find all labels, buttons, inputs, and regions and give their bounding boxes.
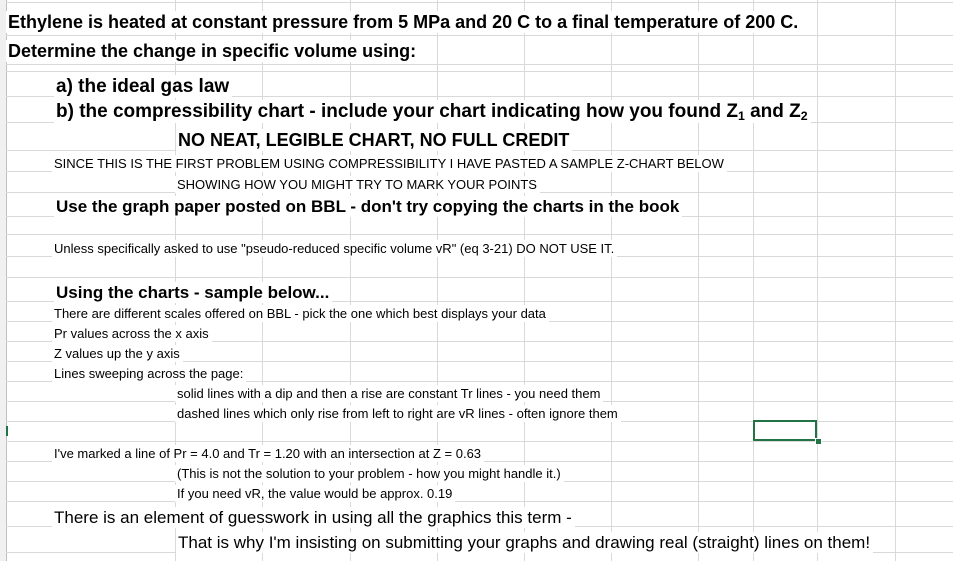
dashed-lines-note[interactable]: dashed lines which only rise from left to right are vR lines - often ignore them	[175, 405, 621, 422]
showing-how-note[interactable]: SHOWING HOW YOU MIGHT TRY TO MARK YOUR POINTS	[175, 176, 540, 193]
pseudo-reduced-note[interactable]: Unless specifically asked to use "pseudo-reduced specific volume vR" (eq 3-21) DO NOT USE IT.	[52, 240, 617, 257]
fill-handle[interactable]	[815, 438, 822, 445]
row-line	[6, 2, 953, 3]
use-graph-paper-note[interactable]: Use the graph paper posted on BBL - don't try copying the charts in the book	[54, 196, 682, 217]
column-line	[753, 0, 754, 561]
row-selection-marker	[6, 426, 8, 436]
row-line	[6, 35, 953, 36]
problem-statement-line-1[interactable]: Ethylene is heated at constant pressure from 5 MPa and 20 C to a final temperature of 200 C.	[6, 11, 801, 33]
row-line	[6, 501, 953, 502]
pr-values-note[interactable]: Pr values across the x axis	[52, 325, 212, 342]
item-b-subscript-2: 2	[800, 109, 808, 124]
solid-lines-note[interactable]: solid lines with a dip and then a rise are constant Tr lines - you need them	[175, 385, 603, 402]
column-line	[895, 0, 896, 561]
row-line	[6, 64, 953, 65]
marked-line-note[interactable]: I've marked a line of Pr = 4.0 and Tr = 1.20 with an intersection at Z = 0.63	[52, 445, 484, 462]
column-line	[817, 0, 818, 561]
column-line	[611, 0, 612, 561]
row-line	[6, 441, 953, 442]
if-vr-note[interactable]: If you need vR, the value would be approx. 0.19	[175, 485, 455, 502]
problem-statement-line-2[interactable]: Determine the change in specific volume using:	[6, 40, 419, 62]
column-line	[698, 0, 699, 561]
not-solution-note[interactable]: (This is not the solution to your problem - how you might handle it.)	[175, 465, 564, 482]
scales-note[interactable]: There are different scales offered on BBL - pick the one which best displays your data	[52, 305, 549, 322]
guesswork-note[interactable]: There is an element of guesswork in using all the graphics this term -	[52, 507, 575, 528]
using-charts-heading[interactable]: Using the charts - sample below...	[54, 282, 332, 303]
item-a[interactable]: a) the ideal gas law	[54, 75, 232, 98]
z-values-note[interactable]: Z values up the y axis	[52, 345, 183, 362]
lines-sweeping-note[interactable]: Lines sweeping across the page:	[52, 365, 246, 382]
insisting-note[interactable]: That is why I'm insisting on submitting your graphs and drawing real (straight) lines on them!	[176, 532, 873, 553]
no-neat-warning[interactable]: NO NEAT, LEGIBLE CHART, NO FULL CREDIT	[176, 129, 572, 151]
since-first-problem-note[interactable]: SINCE THIS IS THE FIRST PROBLEM USING COMPRESSIBILITY I HAVE PASTED A SAMPLE Z-CHART BELOW	[52, 155, 727, 172]
row-line	[6, 71, 953, 72]
item-b-and: and Z	[744, 101, 801, 122]
selected-cell[interactable]	[753, 420, 817, 441]
item-b[interactable]	[54, 100, 811, 123]
item-b-subscript-1: 1	[737, 109, 745, 124]
item-b-text: b) the compressibility chart - include your chart indicating how you found Z	[56, 101, 738, 122]
row-line	[6, 234, 953, 235]
row-line	[6, 277, 953, 278]
